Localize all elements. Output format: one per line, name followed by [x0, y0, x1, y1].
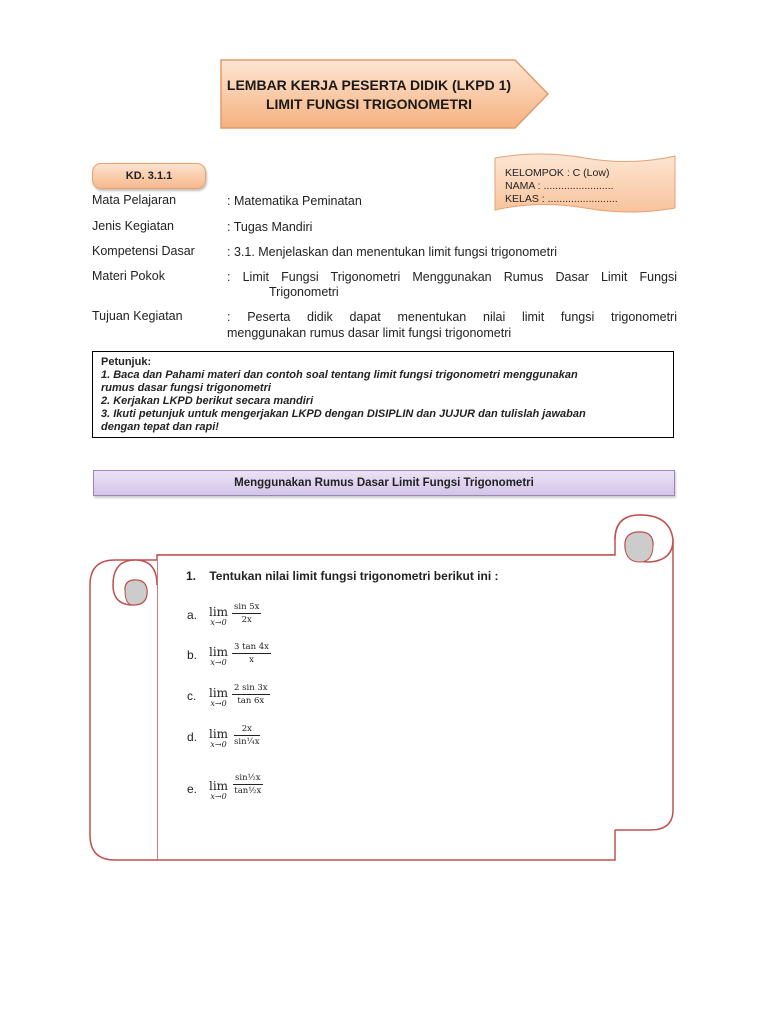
info-value-materi-pokok-cont: Trigonometri [269, 285, 339, 299]
info-value-tujuan-kegiatan-cont: menggunakan rumus dasar limit fungsi trigonometri [227, 326, 512, 340]
petunjuk-title: Petunjuk: [101, 356, 152, 368]
info-value-tujuan-kegiatan: : Peserta didik dapat menentukan nilai limit fungsi trigonometri [227, 310, 677, 324]
denominator: sin¼x [234, 737, 260, 747]
info-value-mata-pelajaran: : Matematika Peminatan [227, 194, 362, 208]
denominator: tan½x [234, 786, 262, 796]
item-label: c. [187, 689, 197, 703]
petunjuk-line: 1. Baca dan Pahami materi dan contoh soal tentang limit fungsi trigonometri menggunakan [101, 369, 578, 381]
denominator: 2x [241, 615, 252, 625]
denominator: tan 6x [237, 696, 265, 706]
nama-line: NAMA : ........................ [505, 180, 614, 192]
item-label: d. [187, 730, 198, 744]
lim-word: lim [209, 645, 229, 659]
question-title [186, 569, 498, 583]
numerator: 2 sin 3x [234, 683, 268, 693]
denominator: x [249, 655, 254, 665]
info-label-tujuan-kegiatan: Tujuan Kegiatan [92, 309, 183, 323]
lim-subscript: x→0 [210, 792, 227, 801]
numerator: 3 tan 4x [234, 642, 269, 652]
petunjuk-box [92, 351, 674, 438]
numerator: 2x [234, 724, 260, 736]
item-label: b. [187, 648, 198, 662]
info-label-jenis-kegiatan: Jenis Kegiatan [92, 219, 175, 233]
section-header: Menggunakan Rumus Dasar Limit Fungsi Trigonometri [93, 470, 675, 496]
lim-subscript: x→0 [210, 658, 227, 667]
kelas-line: KELAS : ........................ [505, 193, 618, 205]
info-label-materi-pokok: Materi Pokok [92, 269, 165, 283]
info-value-kompetensi-dasar: : 3.1. Menjelaskan dan menentukan limit fungsi trigonometri [227, 245, 558, 259]
info-label-mata-pelajaran: Mata Pelajaran [92, 193, 177, 207]
lim-word: lim [209, 686, 229, 700]
item-label: e. [187, 782, 198, 796]
numerator: sin½x [235, 773, 261, 783]
petunjuk-line: dengan tepat dan rapi! [101, 421, 219, 433]
title-line-1: LEMBAR KERJA PESERTA DIDIK (LKPD 1) [226, 77, 512, 93]
document-title [219, 76, 519, 114]
numerator: sin 5x [234, 602, 260, 612]
info-value-materi-pokok: : Limit Fungsi Trigonometri Menggunakan Rumus Dasar Limit Fungsi [227, 270, 677, 284]
lim-word: lim [209, 605, 229, 619]
petunjuk-line: 3. Ikuti petunjuk untuk mengerjakan LKPD dengan DISIPLIN dan JUJUR dan tulislah jawaban [101, 408, 586, 420]
title-line-2: LIMIT FUNGSI TRIGONOMETRI [265, 96, 473, 112]
petunjuk-line: rumus dasar fungsi trigonometri [101, 382, 271, 394]
lim-subscript: x→0 [210, 699, 227, 708]
info-value-jenis-kegiatan: : Tugas Mandiri [227, 220, 313, 234]
lim-word: lim [209, 727, 229, 741]
kelompok-line: KELOMPOK : C (Low) [505, 167, 610, 179]
scroll-frame [85, 510, 675, 875]
lim-word: lim [209, 779, 229, 793]
question-number: 1. [186, 569, 197, 583]
kd-badge: KD. 3.1.1 [92, 163, 206, 189]
petunjuk-line: 2. Kerjakan LKPD berikut secara mandiri [101, 395, 314, 407]
info-label-kompetensi-dasar: Kompetensi Dasar [92, 244, 195, 258]
item-label: a. [187, 608, 198, 622]
question-text: Tentukan nilai limit fungsi trigonometri berikut ini : [209, 569, 499, 583]
lim-subscript: x→0 [210, 740, 227, 749]
lim-subscript: x→0 [210, 618, 227, 627]
